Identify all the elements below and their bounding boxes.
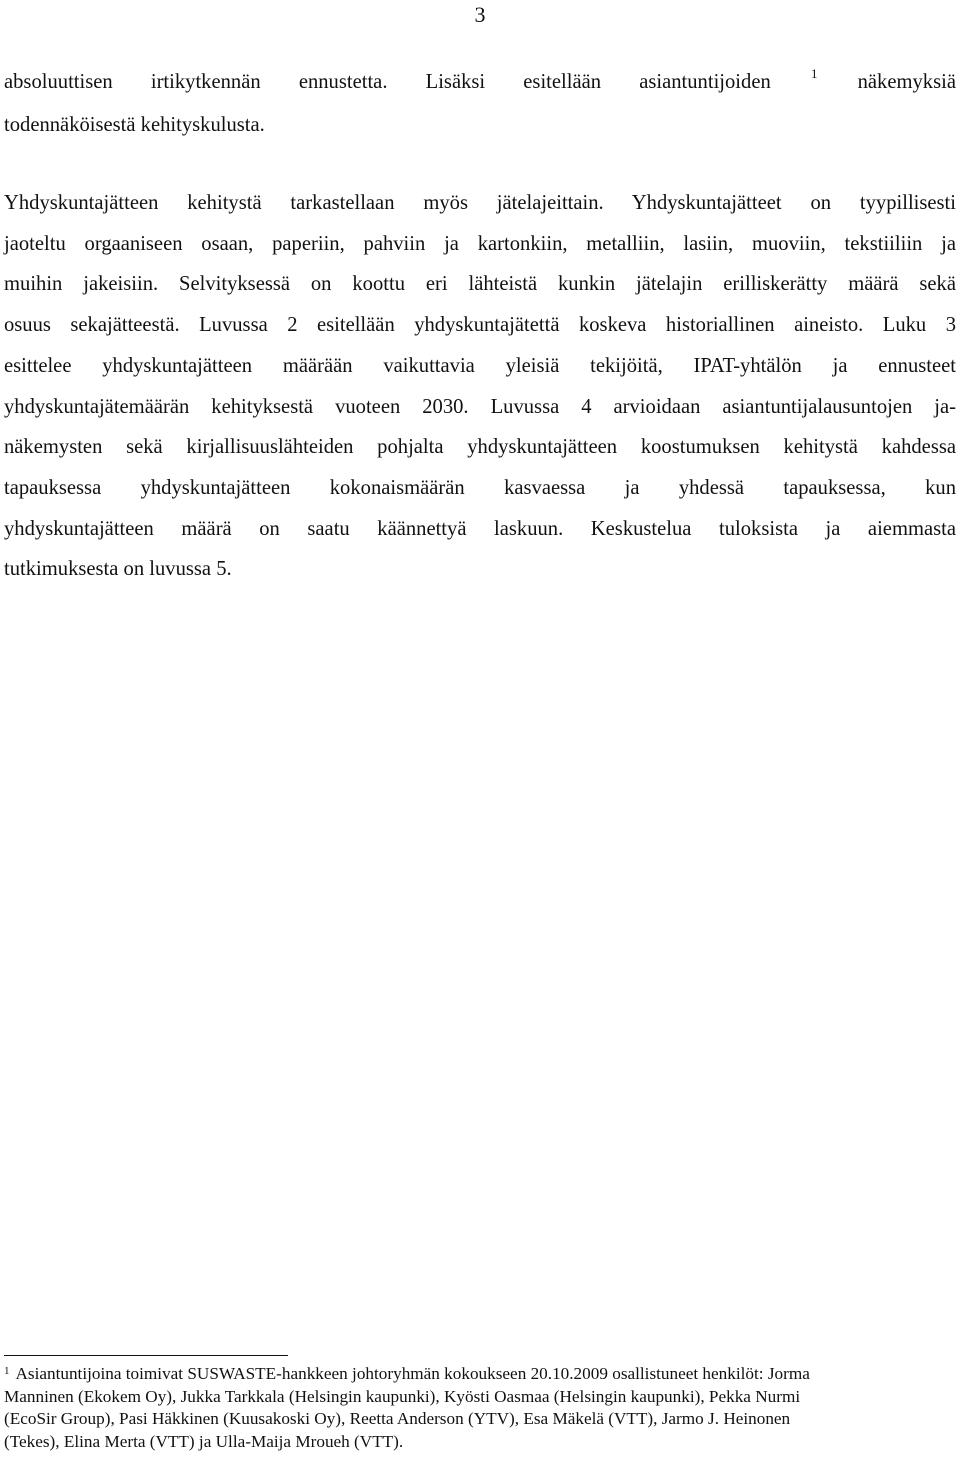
paragraph-line: jaoteltu orgaaniseen osaan, paperiin, pahviin ja kartonkiin, metalliin, lasiin, muoviin, tekstiiliin ja [4,232,956,255]
paragraph-line [4,62,956,105]
paragraph-line: yhdyskuntajätemäärän kehityksestä vuoteen 2030. Luvussa 4 arvioidaan asiantuntijalausuntojen ja- [4,395,956,418]
paragraph-line: tapauksessa yhdyskuntajätteen kokonaismäärän kasvaessa ja yhdessä tapauksessa, kun [4,476,956,499]
footnote-line [4,1363,956,1386]
footnote-line-text: Asiantuntijoina toimivat SUSWASTE-hankkeen johtoryhmän kokoukseen 20.10.2009 osallistuneet henkilöt: Jorma [15,1364,810,1383]
footnote-line: (EcoSir Group), Pasi Häkkinen (Kuusakoski Oy), Reetta Anderson (YTV), Esa Mäkelä (VTT), Jarmo J. Heinonen [4,1409,791,1429]
paragraph-line: esittelee yhdyskuntajätteen määrään vaikuttavia yleisiä tekijöitä, IPAT-yhtälön ja ennusteet [4,354,956,377]
paragraph-line: yhdyskuntajätteen määrä on saatu käännettyä laskuun. Keskustelua tuloksista ja aiemmasta [4,517,956,540]
paragraph-intro [4,62,956,145]
paragraph-line: näkemysten sekä kirjallisuuslähteiden pohjalta yhdyskuntajätteen koostumuksen kehitystä kahdessa [4,436,956,459]
paragraph-line: muihin jakeisiin. Selvityksessä on koottu eri lähteistä kunkin jätelajin erilliskerätty määrä sekä [4,273,956,296]
paragraph-structure [4,183,956,590]
footnote-line: Manninen (Ekokem Oy), Jukka Tarkkala (Helsingin kaupunki), Kyösti Oasmaa (Helsingin kaupunki), Pekka Nurmi [4,1386,801,1406]
paragraph-line: tutkimuksesta on luvussa 5. [4,558,232,581]
footnote-separator [4,1355,288,1356]
paragraph-line-text: näkemyksiä [857,71,956,93]
footnote-marker: 1 [4,1365,10,1377]
page-number: 3 [474,2,486,27]
paragraph-line-text: absoluuttisen irtikytkennän ennustetta. Lisäksi esitellään asiantuntijoiden [4,71,771,93]
paragraph-line: todennäköisestä kehityskulusta. [4,113,265,136]
paragraph-line: Yhdyskuntajätteen kehitystä tarkastellaan myös jätelajeittain. Yhdyskuntajätteet on tyypillisesti [4,192,956,214]
footnote [4,1363,956,1453]
paragraph-line: osuus sekajätteestä. Luvussa 2 esitellään yhdyskuntajätettä koskeva historiallinen aineisto. Luku 3 [4,314,956,337]
footnote-line: (Tekes), Elina Merta (VTT) ja Ulla-Maija Mroueh (VTT). [4,1431,404,1451]
footnote-reference[interactable]: 1 [810,66,818,81]
